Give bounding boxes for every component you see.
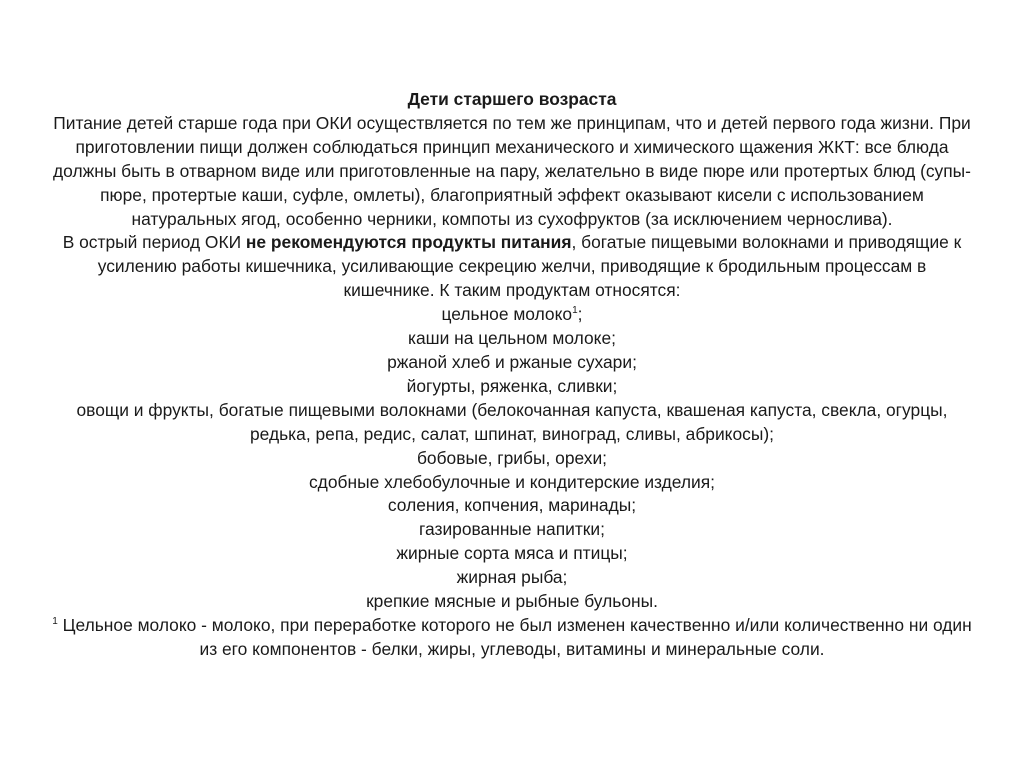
acute-period-paragraph [50,231,974,303]
list-item: сдобные хлебобулочные и кондитерские изделия; [308,471,715,492]
acute-emphasis: не рекомендуются продукты питания [245,232,572,253]
intro-paragraph: Питание детей старше года при ОКИ осуществляется по тем же принципам, что и детей первого года жизни. При приготовлении пищи должен соблюдаться принцип механического и химического щажения ЖКТ: все блюда должны быть в отварном виде или приготовленные на пару, желательно в виде пюре или протертых блюд (супы-пюре, протертые каши, суфле, омлеты), благоприятный эффект оказывают кисели с использованием натуральных ягод, особенно черники, компоты из сухофруктов (за исключением чернослива). [53,112,971,229]
list-item: овощи и фрукты, богатые пищевыми волокнами (белокочанная капуста, квашеная капуста, свекла, огурцы, редька, репа, редис, салат, шпинат, виноград, сливы, абрикосы); [76,399,948,444]
acute-suffix: , богатые пищевыми волокнами и приводящие к усилению работы кишечника, усиливающие секрецию желчи, приводящие к бродильным процессам в кишечнике. К таким продуктам относятся: [97,232,962,301]
footnote-ref: 1 [572,305,578,317]
list-item-end: ; [577,304,583,325]
slide-title: Дети старшего возраста [407,89,617,109]
list-item: крепкие мясные и рыбные бульоны. [366,591,658,612]
list-item: жирные сорта мяса и птицы; [396,543,628,564]
list-item: газированные напитки; [419,519,605,540]
list-item [50,303,974,327]
footnote [50,614,974,662]
list-item: йогурты, ряженка, сливки; [406,375,618,396]
footnote-mark: 1 [52,616,58,628]
list-item: соления, копчения, маринады; [387,495,637,516]
list-item: бобовые, грибы, орехи; [416,447,608,468]
footnote-text: Цельное молоко - молоко, при переработке которого не был изменен качественно и/или количественно ни один из его компонентов - белки, жиры, углеводы, витамины и минеральные соли. [57,614,972,659]
slide-content [50,88,974,662]
list-item: каши на цельном молоке; [408,328,616,349]
acute-prefix: В острый период ОКИ [62,232,246,253]
list-item: жирная рыба; [456,567,568,588]
list-item: ржаной хлеб и ржаные сухари; [387,351,637,372]
list-item-text: цельное молоко [441,304,573,325]
